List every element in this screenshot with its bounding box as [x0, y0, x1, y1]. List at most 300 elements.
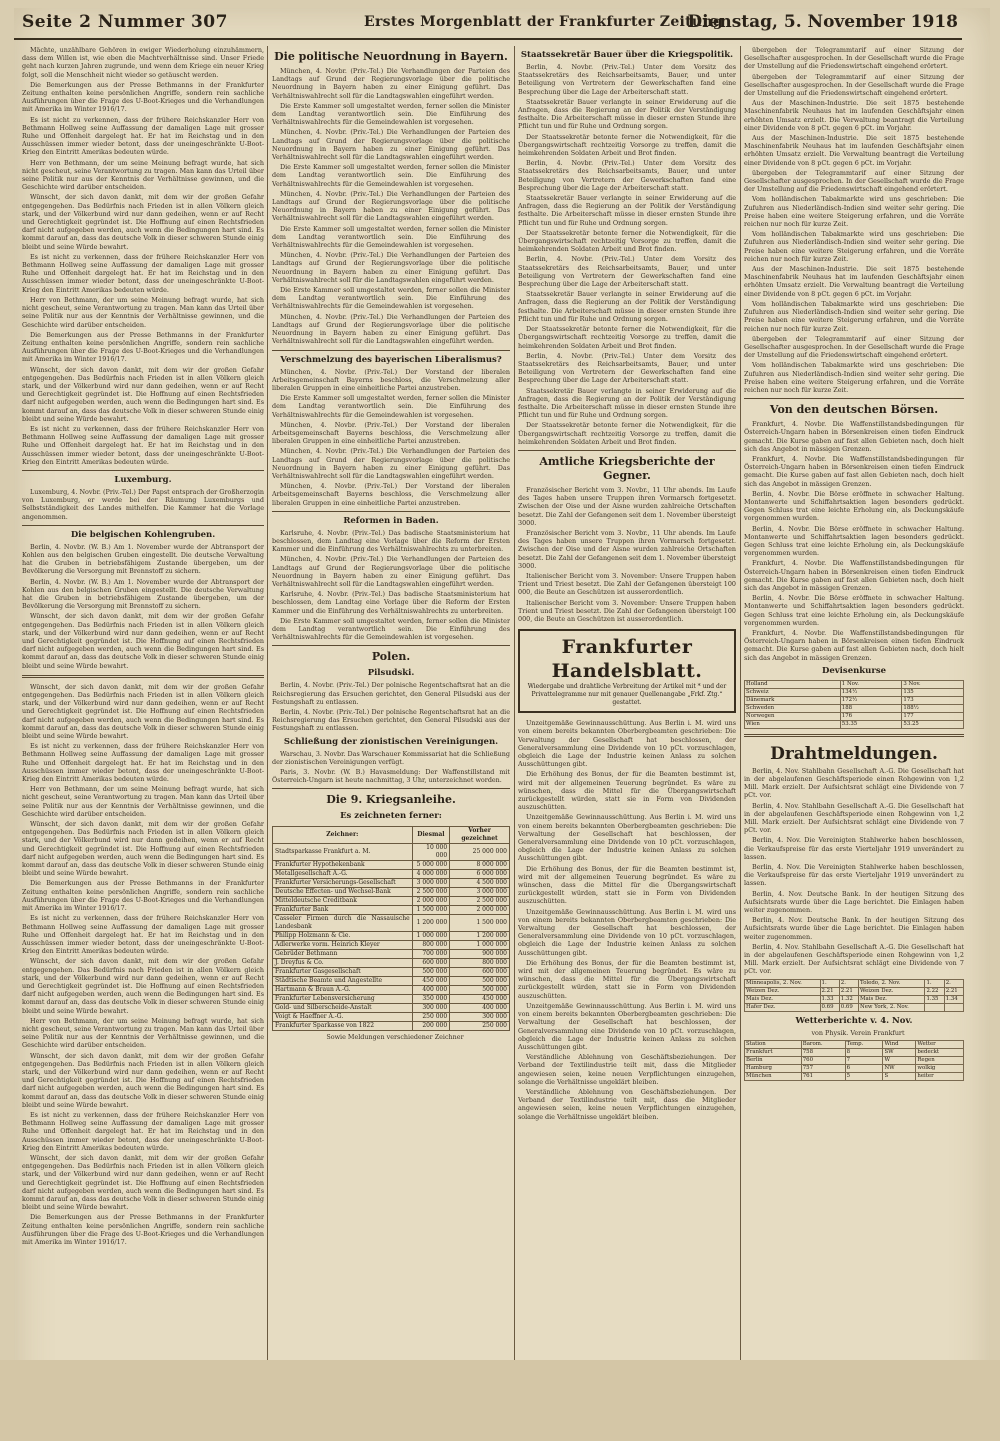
- table-cell: 1 000 000: [412, 932, 450, 941]
- table-cell: 450 000: [412, 977, 450, 986]
- article-text: Aus der Maschinen-Industrie. Die seit 1875 bestehende Maschinenfabrik Neuhaus hat im laufenden Geschäftsjahr einen erhöhten Umsatz erzielt. Die Verwaltung beantragt die Verteilung einer Dividende von 8 pCt. gegen 6 pCt. im Vorjahr.: [744, 99, 964, 132]
- article-text: Unzeitgemäße Gewinnausschüttung. Aus Berlin i. M. wird uns von einem bereits bekannten Oberbergbeamten geschrieben: Die Verwaltung der Gesellschaft hat beschlossen, der Generalversammlung eine Dividende von 10 pCt. vorzuschlagen, obgleich die Lage der Industrie keinen Anlass zu solchen Ausschüttungen gibt.: [518, 907, 736, 957]
- table-cell: Norwegen: [745, 712, 841, 720]
- article-text: Die Erste Kammer soll umgestaltet werden, ferner sollen die Minister dem Landtag verantwortlich sein. Die Einführung des Verhältniswahlrechts für die Gemeindewahlen ist vorgesehen.: [272, 101, 510, 127]
- article-text: übergeben der Telegrammtarif auf einer Sitzung der Gesellschafter ausgesprochen. In der Gesellschaft wurde die Frage der Umstellung auf die Friedenswirtschaft eingehend erörtert.: [744, 334, 964, 360]
- article-text: Vom holländischen Tabakmarkte wird uns geschrieben: Die Zufuhren aus Niederländisch-Indien sind weiter sehr gering. Die Preise haben eine weitere Steigerung erfahren, und die Vorräte reichen nur noch für kurze Zeit.: [744, 195, 964, 229]
- table-cell: 1.33: [820, 995, 839, 1003]
- table-cell: Holland: [745, 680, 841, 688]
- article-text: Es ist nicht zu verkennen, dass der frühere Reichskanzler Herr von Bethmann Hollweg seine Auffassung der damaligen Lage mit grosser Ruhe und Offenheit dargelegt hat. Er hat im Reichstag und in den Ausschüssen immer wieder betont, dass der uneingeschränkte U-Boot-Krieg den Eintritt Amerikas bedeuten würde.: [22, 742, 264, 784]
- table-cell: 173: [902, 696, 964, 704]
- table-cell: 1 500 000: [450, 915, 510, 932]
- table-cell: Frankfurter Bank: [273, 906, 413, 915]
- table-cell: 188: [840, 704, 902, 712]
- table-cell: SW: [883, 1048, 916, 1056]
- table-cell: 200 000: [412, 1022, 450, 1031]
- table-cell: Gold- und Silberscheide-Anstalt: [273, 1004, 413, 1013]
- table-cell: Philipp Holzmann & Cie.: [273, 932, 413, 941]
- table-cell: 761: [801, 1072, 845, 1080]
- article-text: Die Erhöhung des Bonus, der für die Beamten bestimmt ist, wird mit der allgemeinen Teuerung begründet. Es wäre zu wünschen, dass die Mittel für die Übergangswirtschaft zurückgestellt würden, statt sie in Form von Dividenden auszuschütten.: [518, 958, 736, 1000]
- table-row: [745, 1056, 964, 1064]
- table-row: [273, 870, 510, 879]
- table-cell: 3 Nov.: [902, 680, 964, 688]
- table-cell: 7: [845, 1056, 883, 1064]
- divider: [22, 525, 264, 526]
- subheadline-zeichner: Es zeichneten ferner:: [340, 811, 442, 822]
- headline-luxemburg: Luxemburg.: [114, 474, 172, 485]
- table-row: [745, 704, 964, 712]
- headline-kriegsanleihe: Die 9. Kriegsanleihe.: [326, 793, 456, 807]
- divider: [272, 788, 510, 789]
- article-text: Unzeitgemäße Gewinnausschüttung. Aus Berlin i. M. wird uns von einem bereits bekannten Oberbergbeamten geschrieben: Die Verwaltung der Gesellschaft hat beschlossen, der Generalversammlung eine Dividende von 10 pCt. vorzuschlagen, obgleich die Lage der Industrie keinen Anlass zu solchen Ausschüttungen gibt.: [518, 813, 736, 863]
- table-cell: 500 000: [412, 968, 450, 977]
- table-row: [273, 941, 510, 950]
- article-text: Luxemburg, 4. Novbr. (Priv.-Tel.) Der Papst entsprach der Großherzogin von Luxemburg, er werde bei der Räumung Luxemburgs und Selbstständigkeit des Landes mithelfen. Die Kammer hat die Vorlage angenommen.: [22, 487, 264, 521]
- table-cell: Schweiz: [745, 688, 841, 696]
- article-text: Aus der Maschinen-Industrie. Die seit 1875 bestehende Maschinenfabrik Neuhaus hat im laufenden Geschäftsjahr einen erhöhten Umsatz erzielt. Die Verwaltung beantragt die Verteilung einer Dividende von 8 pCt. gegen 6 pCt. im Vorjahr.: [744, 134, 964, 167]
- table-cell: [925, 1003, 944, 1011]
- article-text: Es ist nicht zu verkennen, dass der frühere Reichskanzler Herr von Bethmann Hollweg seine Auffassung der damaligen Lage mit grosser Ruhe und Offenheit dargelegt hat. Er hat im Reichstag und in den Ausschüssen immer wieder betont, dass der uneingeschränkte U-Boot-Krieg den Eintritt Amerikas bedeuten würde.: [22, 1110, 264, 1152]
- devisen-table: [744, 680, 964, 729]
- headline-bayern: Die politische Neuordnung in Bayern.: [274, 50, 508, 63]
- handelsblatt-subtitle: Wiedergabe und drahtliche Verbreitung der Artikel mit * und der Privattelegramme nur mit genauer Quellenangabe „Frkf. Ztg.“ gestattet.: [527, 683, 727, 707]
- table-row: [273, 915, 510, 932]
- table-cell: 600 000: [412, 959, 450, 968]
- article-text: Warschau, 3. Novbr. Das Warschauer Kommissariat hat die Schließung der zionistischen Vereinigungen verfügt.: [272, 749, 510, 766]
- table-cell: 1.: [820, 979, 839, 987]
- table-cell: wolkig: [916, 1064, 964, 1072]
- article-text: Frankfurt, 4. Novbr. Die Waffenstillstandsbedingungen für Österreich-Ungarn haben in Börsenkreisen einen tiefen Eindruck gemacht. Die Kurse gaben auf fast allen Gebieten nach, doch hielt sich das Angebot in mässigen Grenzen.: [744, 629, 964, 662]
- article-text: München, 4. Novbr. (Priv.-Tel.) Die Verhandlungen der Parteien des Landtags auf Grund der Regierungsvorlage über die politische Neuordnung in Bayern haben zu einer Einigung geführt. Das Verhältniswahlrecht soll für die Landtagswahlen eingeführt werden.: [272, 555, 510, 588]
- table-cell: 250 000: [450, 1022, 510, 1031]
- table-cell: 2 500 000: [412, 888, 450, 897]
- table-cell: 2.21: [839, 987, 858, 995]
- table-cell: Frankfurter Sparkasse von 1822: [273, 1022, 413, 1031]
- divider: [744, 398, 964, 399]
- table-cell: Frankfurter Gasgesellschaft: [273, 968, 413, 977]
- article-text: München, 4. Novbr. (Priv.-Tel.) Die Verhandlungen der Parteien des Landtags auf Grund der Regierungsvorlage über die politische Neuordnung in Bayern haben zu einer Einigung geführt. Das Verhältniswahlrecht soll für die Landtagswahlen eingeführt werden.: [272, 128, 510, 162]
- article-text: Die Erste Kammer soll umgestaltet werden, ferner sollen die Minister dem Landtag verantwortlich sein. Die Einführung des Verhältniswahlrechts für die Gemeindewahlen ist vorgesehen.: [272, 286, 510, 311]
- newspaper-title: Erstes Morgenblatt der Frankfurter Zeitung: [364, 14, 723, 30]
- table-row: [273, 959, 510, 968]
- table-row: [745, 995, 964, 1003]
- article-text: Es ist nicht zu verkennen, dass der frühere Reichskanzler Herr von Bethmann Hollweg seine Auffassung der damaligen Lage mit grosser Ruhe und Offenheit dargelegt hat. Er hat im Reichstag und in den Ausschüssen immer wieder betont, dass der uneingeschränkte U-Boot-Krieg den Eintritt Amerikas bedeuten würde.: [22, 252, 264, 294]
- headline-baden: Reformen in Baden.: [343, 515, 439, 526]
- table-row: [745, 1040, 964, 1048]
- page-number: Seite 2 Nummer 307: [22, 12, 228, 32]
- table-cell: 2.21: [944, 987, 963, 995]
- column-1: [22, 46, 264, 1406]
- table-cell: Minneapolis, 2. Nov.: [745, 979, 821, 987]
- table-row: [273, 977, 510, 986]
- table-cell: 134½: [840, 688, 902, 696]
- headline-kriegsberichte: Amtliche Kriegsberichte der Gegner.: [539, 454, 715, 482]
- table-cell: 4 500 000: [450, 879, 510, 888]
- table-cell: 450 000: [450, 995, 510, 1004]
- table-cell: W: [883, 1056, 916, 1064]
- table-cell: 188½: [902, 704, 964, 712]
- table-cell: Wien: [745, 720, 841, 728]
- table-cell: 500 000: [450, 986, 510, 995]
- table-row: [745, 1064, 964, 1072]
- table-cell: 176: [840, 712, 902, 720]
- article-text: Berlin, 4. Novbr. (Priv.-Tel.) Unter dem Vorsitz des Staatssekretärs des Reichsarbeitsamts, Bauer, und unter Beteiligung von Vertretern der Gewerkschaften fand eine Besprechung über die Lage der Arbeiterschaft statt.: [518, 159, 736, 192]
- article-text: Die Bemerkungen aus der Presse Bethmanns in der Frankfurter Zeitung enthalten keine persönlichen Angriffe, sondern rein sachliche Ausführungen über die Frage des U-Boot-Krieges und die Verhandlungen mit Amerika im Winter 1916/17.: [22, 330, 264, 364]
- table-cell: NW: [883, 1064, 916, 1072]
- headline-kohlengruben: Die belgischen Kohlengruben.: [70, 529, 216, 540]
- table-row: [745, 987, 964, 995]
- article-text: übergeben der Telegrammtarif auf einer Sitzung der Gesellschafter ausgesprochen. In der Gesellschaft wurde die Frage der Umstellung auf die Friedenswirtschaft eingehend erörtert.: [744, 168, 964, 194]
- table-cell: Mitteldeutsche Creditbank: [273, 897, 413, 906]
- table-cell: 53.25: [902, 720, 964, 728]
- article-text: Der Staatssekretär betonte ferner die Notwendigkeit, für die Übergangswirtschaft rechtzeitig Vorsorge zu treffen, damit die heimkehrenden Soldaten Arbeit und Brot finden.: [518, 228, 736, 254]
- article-text: Herr von Bethmann, der um seine Meinung befragt wurde, hat sich nicht gescheut, seine Verantwortung zu tragen. Man kann das Urteil über seine Politik nur aus der Kenntnis der Verhältnisse gewinnen, und die Geschichte wird darüber entscheiden.: [22, 1016, 264, 1050]
- column-rule: [740, 46, 741, 1406]
- table-cell: Mais Dez.: [745, 995, 821, 1003]
- article-text: Staatssekretär Bauer verlangte in seiner Erwiderung auf die Anfragen, dass die Regierung an der Politik der Verständigung festhalte. Die Arbeiterschaft müsse in dieser ernsten Stunde ihre Pflicht tun und für Ruhe und Ordnung sorgen.: [518, 386, 736, 420]
- table-cell: 3 000 000: [450, 888, 510, 897]
- article-text: Die Erhöhung des Bonus, der für die Beamten bestimmt ist, wird mit der allgemeinen Teuerung begründet. Es wäre zu wünschen, dass die Mittel für die Übergangswirtschaft zurückgestellt würden, statt sie in Form von Dividenden auszuschütten.: [518, 864, 736, 906]
- table-cell: 2.: [944, 979, 963, 987]
- table-row: [273, 932, 510, 941]
- article-text: Wünscht, der sich davon dankt, mit dem wir der großen Gefahr entgegengehen. Das Bedürfnis nach Frieden ist in allen Völkern gleich stark, und der Völkerbund wird nur dann gedeihen, wenn er auf Recht und Gerechtigkeit gegründet ist. Die Hoffnung auf einen Rechtsfrieden darf nicht aufgegeben werden, auch wenn die Bedingungen hart sind. Es kommt darauf an, dass das deutsche Volk in dieser schweren Stunde einig bleibt und seine Würde bewahrt.: [22, 193, 264, 251]
- article-text: Die Erste Kammer soll umgestaltet werden, ferner sollen die Minister dem Landtag verantwortlich sein. Die Einführung des Verhältniswahlrechts für die Gemeindewahlen ist vorgesehen.: [272, 394, 510, 419]
- table-cell: Temp.: [845, 1040, 883, 1048]
- article-text: Der Staatssekretär betonte ferner die Notwendigkeit, für die Übergangswirtschaft rechtzeitig Vorsorge zu treffen, damit die heimkehrenden Soldaten Arbeit und Brot finden.: [518, 325, 736, 350]
- table-header: Vorher gezeichnet: [450, 827, 510, 844]
- table-cell: München: [745, 1072, 802, 1080]
- article-text: Berlin, 4. Novbr. (Priv.-Tel.) Der polnische Regentschaftsrat hat an die Reichsregierung das Ersuchen gerichtet, den General Pilsudski aus der Festungshaft zu entlassen.: [272, 708, 510, 733]
- table-cell: 25 000 000: [450, 844, 510, 861]
- table-cell: Städtische Beamte und Angestellte: [273, 977, 413, 986]
- table-row: [745, 720, 964, 728]
- table-cell: 0.69: [820, 1003, 839, 1011]
- table-row: [273, 1013, 510, 1022]
- table-footnote: Sowie Meldungen verschiedener Zeichner: [326, 1033, 464, 1042]
- article-text: Berlin, 4. Novbr. (Priv.-Tel.) Unter dem Vorsitz des Staatssekretärs des Reichsarbeitsamts, Bauer, und unter Beteiligung von Vertretern der Gewerkschaften fand eine Besprechung über die Lage der Arbeiterschaft statt.: [518, 351, 736, 385]
- table-cell: 6: [845, 1064, 883, 1072]
- subscription-table: [272, 826, 510, 1031]
- table-cell: Stadtsparkasse Frankfurt a. M.: [273, 844, 413, 861]
- table-cell: [944, 1003, 963, 1011]
- table-cell: Gebrüder Bethmann: [273, 950, 413, 959]
- article-text: Wünscht, der sich davon dankt, mit dem wir der großen Gefahr entgegengehen. Das Bedürfnis nach Frieden ist in allen Völkern gleich stark, und der Völkerbund wird nur dann gedeihen, wenn er auf Recht und Gerechtigkeit gegründet ist. Die Hoffnung auf einen Rechtsfrieden darf nicht aufgegeben werden, auch wenn die Bedingungen hart sind. Es kommt darauf an, dass das deutsche Volk in dieser schweren Stunde einig bleibt und seine Würde bewahrt.: [22, 682, 264, 741]
- article-text: Unzeitgemäße Gewinnausschüttung. Aus Berlin i. M. wird uns von einem bereits bekannten Oberbergbeamten geschrieben: Die Verwaltung der Gesellschaft hat beschlossen, der Generalversammlung eine Dividende von 10 pCt. vorzuschlagen, obgleich die Lage der Industrie keinen Anlass zu solchen Ausschüttungen gibt.: [518, 719, 736, 769]
- table-header: Diesmal: [412, 827, 450, 844]
- article-text: Berlin, 4. Novbr. (Priv.-Tel.) Der polnische Regentschaftsrat hat an die Reichsregierung das Ersuchen gerichtet, den General Pilsudski aus der Festungshaft zu entlassen.: [272, 681, 510, 706]
- article-text: Die Bemerkungen aus der Presse Bethmanns in der Frankfurter Zeitung enthalten keine persönlichen Angriffe, sondern rein sachliche Ausführungen über die Frage des U-Boot-Krieges und die Verhandlungen mit Amerika im Winter 1916/17.: [22, 1213, 264, 1247]
- table-cell: 600 000: [450, 968, 510, 977]
- table-cell: 900 000: [450, 950, 510, 959]
- table-cell: 2 500 000: [450, 897, 510, 906]
- table-cell: Voigt & Haeffner A.-G.: [273, 1013, 413, 1022]
- article-text: München, 4. Novbr. (Priv.-Tel.) Die Verhandlungen der Parteien des Landtags auf Grund der Regierungsvorlage über die politische Neuordnung in Bayern haben zu einer Einigung geführt. Das Verhältniswahlrecht soll für die Landtagswahlen eingeführt werden.: [272, 189, 510, 223]
- article-text: übergeben der Telegrammtarif auf einer Sitzung der Gesellschafter ausgesprochen. In der Gesellschaft wurde die Frage der Umstellung auf die Friedenswirtschaft eingehend erörtert.: [744, 46, 964, 71]
- article-text: Vom holländischen Tabakmarkte wird uns geschrieben: Die Zufuhren aus Niederländisch-Indien sind weiter sehr gering. Die Preise haben eine weitere Steigerung erfahren, und die Vorräte reichen nur noch für kurze Zeit.: [744, 361, 964, 394]
- article-text: Der Staatssekretär betonte ferner die Notwendigkeit, für die Übergangswirtschaft rechtzeitig Vorsorge zu treffen, damit die heimkehrenden Soldaten Arbeit und Brot finden.: [518, 132, 736, 158]
- table-cell: 300 000: [412, 1004, 450, 1013]
- article-text: Berlin, 4. Novbr. (W. B.) Am 1. November wurde der Abtransport der Kohlen aus den belgischen Gruben eingestellt. Die deutsche Verwaltung hat die Gruben in betriebsfähigem Zustande übergeben, um der Bevölkerung die Versorgung mit Brennstoff zu sichern.: [22, 577, 264, 611]
- article-text: Mächte, unzählbare Gehören in ewiger Wiederholung einzuhämmern, dass dem Willen ist, wie eben die Machtverhältnisse sind. Unser Friede geht nach kurzen Jahren zugrunde, und wenn dem Kriege ein neuer Krieg folgt, soll die Menschheit nicht wieder so getäuscht werden.: [22, 46, 264, 79]
- table-cell: 500 000: [450, 977, 510, 986]
- table-cell: 350 000: [412, 995, 450, 1004]
- table-cell: Weizen Dez.: [859, 987, 925, 995]
- table-cell: 8: [845, 1048, 883, 1056]
- table-cell: 2 000 000: [412, 897, 450, 906]
- article-text: Wünscht, der sich davon dankt, mit dem wir der großen Gefahr entgegengehen. Das Bedürfnis nach Frieden ist in allen Völkern gleich stark, und der Völkerbund wird nur dann gedeihen, wenn er auf Recht und Gerechtigkeit gegründet ist. Die Hoffnung auf einen Rechtsfrieden darf nicht aufgegeben werden, auch wenn die Bedingungen hart sind. Es kommt darauf an, dass das deutsche Volk in dieser schweren Stunde einig bleibt und seine Würde bewahrt.: [22, 1051, 264, 1109]
- table-row: [273, 1004, 510, 1013]
- article-text: Die Bemerkungen aus der Presse Bethmanns in der Frankfurter Zeitung enthalten keine persönlichen Angriffe, sondern rein sachliche Ausführungen über die Frage des U-Boot-Krieges und die Verhandlungen mit Amerika im Winter 1916/17.: [22, 879, 264, 913]
- article-text: Staatssekretär Bauer verlangte in seiner Erwiderung auf die Anfragen, dass die Regierung an der Politik der Verständigung festhalte. Die Arbeiterschaft müsse in dieser ernsten Stunde ihre Pflicht tun und für Ruhe und Ordnung sorgen.: [518, 97, 736, 131]
- table-cell: 700 000: [412, 950, 450, 959]
- table-row: [273, 844, 510, 861]
- article-text: Französischer Bericht vom 3. Novbr., 11 Uhr abends. Im Laufe des Tages haben unsere Truppen ihren Vormarsch fortgesetzt. Zwischen der Oise und der Aisne wurden zahlreiche Ortschaften besetzt. Die Zahl der Gefangenen seit dem 1. November übersteigt 3000.: [518, 528, 736, 570]
- table-cell: Toledo, 2. Nov.: [859, 979, 925, 987]
- table-cell: Barom.: [801, 1040, 845, 1048]
- article-text: München, 4. Novbr. (Priv.-Tel.) Der Vorstand der liberalen Arbeitsgemeinschaft Bayerns beschloss, die Verschmelzung aller liberalen Gruppen in eine einheitliche Partei anzustreben.: [272, 482, 510, 507]
- table-cell: 800 000: [450, 959, 510, 968]
- article-text: München, 4. Novbr. (Priv.-Tel.) Der Vorstand der liberalen Arbeitsgemeinschaft Bayerns beschloss, die Verschmelzung aller liberalen Gruppen in eine einheitliche Partei anzustreben.: [272, 367, 510, 392]
- article-text: Berlin, 4. Novbr. Die Börse eröffnete in schwacher Haltung. Montanwerte und Schiffahrtsaktien lagen besonders gedrückt. Gegen Schluss trat eine leichte Erholung ein, als Deckungskäufe vorgenommen wurden.: [744, 524, 964, 558]
- table-cell: 1 000 000: [450, 941, 510, 950]
- table-cell: 1 500 000: [412, 906, 450, 915]
- table-row: [273, 906, 510, 915]
- table-cell: bedeckt: [916, 1048, 964, 1056]
- article-text: Paris, 3. Novbr. (W. B.) Havasmeldung: Der Waffenstillstand mit Österreich-Ungarn ist heute nachmittag, 3 Uhr, unterzeichnet worden.: [272, 768, 510, 785]
- article-text: Die Erste Kammer soll umgestaltet werden, ferner sollen die Minister dem Landtag verantwortlich sein. Die Einführung des Verhältniswahlrechts für die Gemeindewahlen ist vorgesehen.: [272, 224, 510, 250]
- table-cell: Frankfurt: [745, 1048, 802, 1056]
- divider: [272, 511, 510, 512]
- article-text: Herr von Bethmann, der um seine Meinung befragt wurde, hat sich nicht gescheut, seine Verantwortung zu tragen. Man kann das Urteil über seine Politik nur aus der Kenntnis der Verhältnisse gewinnen, und die Geschichte wird darüber entscheiden.: [22, 158, 264, 192]
- article-text: Verständliche Ablehnung von Geschäftsbeziehungen. Der Verband der Textilindustrie teilt mit, dass die Mitglieder angewiesen seien, keine neuen Verpflichtungen einzugehen, solange die Verhältnisse ungeklärt bleiben.: [518, 1053, 736, 1086]
- article-text: Berlin, 4. Nov. Stahlbahn Gesellschaft A.-G. Die Gesellschaft hat in der abgelaufenen Geschäftsperiode einen Rohgewinn von 1,2 Mill. Mark erzielt. Der Aufsichtsrat schlägt eine Dividende von 7 pCt. vor.: [744, 801, 964, 835]
- table-cell: 5: [845, 1072, 883, 1080]
- article-text: Frankfurt, 4. Novbr. Die Waffenstillstandsbedingungen für Österreich-Ungarn haben in Börsenkreisen einen tiefen Eindruck gemacht. Die Kurse gaben auf fast allen Gebieten nach, doch hielt sich das Angebot in mässigen Grenzen.: [744, 454, 964, 488]
- table-cell: 758: [801, 1048, 845, 1056]
- table-cell: J. Dreyfus & Co.: [273, 959, 413, 968]
- table-cell: 10 000 000: [412, 844, 450, 861]
- table-cell: 2.21: [820, 987, 839, 995]
- table-cell: Hartmann & Braun A.-G.: [273, 986, 413, 995]
- table-cell: Mais Dez.: [859, 995, 925, 1003]
- table-cell: 250 000: [412, 1013, 450, 1022]
- table-row: [745, 680, 964, 688]
- article-text: Vom holländischen Tabakmarkte wird uns geschrieben: Die Zufuhren aus Niederländisch-Indien sind weiter sehr gering. Die Preise haben eine weitere Steigerung erfahren, und die Vorräte reichen nur noch für kurze Zeit.: [744, 230, 964, 263]
- article-text: Die Erste Kammer soll umgestaltet werden, ferner sollen die Minister dem Landtag verantwortlich sein. Die Einführung des Verhältniswahlrechts für die Gemeindewahlen ist vorgesehen.: [272, 616, 510, 642]
- table-cell: 1.34: [944, 995, 963, 1003]
- table-row: [273, 968, 510, 977]
- table-cell: Station: [745, 1040, 802, 1048]
- divider: [272, 350, 510, 351]
- table-row: [273, 995, 510, 1004]
- table-cell: 4 000 000: [412, 870, 450, 879]
- headline-drahtmeldungen: Drahtmeldungen.: [770, 743, 938, 764]
- headline-bauer: Staatssekretär Bauer über die Kriegspolitik.: [520, 50, 734, 60]
- table-row: [273, 986, 510, 995]
- table-cell: 3 000 000: [412, 879, 450, 888]
- table-cell: Frankfurter Lebensversicherung: [273, 995, 413, 1004]
- headline-liberalismus: Verschmelzung des bayerischen Liberalismus?: [280, 354, 502, 365]
- article-text: Berlin, 4. Nov. Die Vereinigten Stahlwerke haben beschlossen, die Verkaufspreise für das erste Vierteljahr 1919 unverändert zu lassen.: [744, 863, 964, 888]
- table-cell: Dänemark: [745, 696, 841, 704]
- bottom-margin: [0, 1360, 1000, 1441]
- wetter-source: von Physik. Verein Frankfurt: [811, 1028, 905, 1037]
- table-cell: Deutsche Effecten- und Wechsel-Bank: [273, 888, 413, 897]
- headline-wetter: Wetterberichte v. 4. Nov.: [795, 1015, 913, 1026]
- table-row: [273, 888, 510, 897]
- column-2: [272, 46, 510, 1406]
- table-row: [745, 1003, 964, 1011]
- masthead: [14, 6, 962, 40]
- table-cell: 53.35: [840, 720, 902, 728]
- headline-zionisten: Schließung der zionistischen Vereinigungen.: [283, 736, 499, 747]
- table-cell: 300 000: [450, 1013, 510, 1022]
- table-cell: 1.35: [925, 995, 944, 1003]
- table-cell: 177: [902, 712, 964, 720]
- article-text: Berlin, 4. Nov. Deutsche Bank. In der heutigen Sitzung des Aufsichtsrats wurde über die Lage berichtet. Die Einlagen haben weiter zugenommen.: [744, 916, 964, 941]
- table-cell: 1 200 000: [412, 915, 450, 932]
- article-text: München, 4. Novbr. (Priv.-Tel.) Die Verhandlungen der Parteien des Landtags auf Grund der Regierungsvorlage über die politische Neuordnung in Bayern haben zu einer Einigung geführt. Das Verhältniswahlrecht soll für die Landtagswahlen eingeführt werden.: [272, 447, 510, 480]
- article-text: Es ist nicht zu verkennen, dass der frühere Reichskanzler Herr von Bethmann Hollweg seine Auffassung der damaligen Lage mit grosser Ruhe und Offenheit dargelegt hat. Er hat im Reichstag und in den Ausschüssen immer wieder betont, dass der uneingeschränkte U-Boot-Krieg den Eintritt Amerikas bedeuten würde.: [22, 914, 264, 956]
- article-text: Wünscht, der sich davon dankt, mit dem wir der großen Gefahr entgegengehen. Das Bedürfnis nach Frieden ist in allen Völkern gleich stark, und der Völkerbund wird nur dann gedeihen, wenn er auf Recht und Gerechtigkeit gegründet ist. Die Hoffnung auf einen Rechtsfrieden darf nicht aufgegeben werden, auch wenn die Bedingungen hart sind. Es kommt darauf an, dass das deutsche Volk in dieser schweren Stunde einig bleibt und seine Würde bewahrt.: [22, 612, 264, 670]
- table-cell: Wetter: [916, 1040, 964, 1048]
- article-text: Vom holländischen Tabakmarkte wird uns geschrieben: Die Zufuhren aus Niederländisch-Indien sind weiter sehr gering. Die Preise haben eine weitere Steigerung erfahren, und die Vorräte reichen nur noch für kurze Zeit.: [744, 299, 964, 333]
- table-row: [273, 861, 510, 870]
- table-cell: 172½: [840, 696, 902, 704]
- table-row: [745, 1072, 964, 1080]
- article-text: Staatssekretär Bauer verlangte in seiner Erwiderung auf die Anfragen, dass die Regierung an der Politik der Verständigung festhalte. Die Arbeiterschaft müsse in dieser ernsten Stunde ihre Pflicht tun und für Ruhe und Ordnung sorgen.: [518, 290, 736, 323]
- table-cell: 0.69: [839, 1003, 858, 1011]
- table-row: [745, 1048, 964, 1056]
- article-text: Italienischer Bericht vom 3. November: Unsere Truppen haben Trient und Triest besetzt. Die Zahl der Gefangenen übersteigt 100 000, die Beute an Geschützen ist ausserordentlich.: [518, 571, 736, 597]
- article-text: Wünscht, der sich davon dankt, mit dem wir der großen Gefahr entgegengehen. Das Bedürfnis nach Frieden ist in allen Völkern gleich stark, und der Völkerbund wird nur dann gedeihen, wenn er auf Recht und Gerechtigkeit gegründet ist. Die Hoffnung auf einen Rechtsfrieden darf nicht aufgegeben werden, auch wenn die Bedingungen hart sind. Es kommt darauf an, dass das deutsche Volk in dieser schweren Stunde einig bleibt und seine Würde bewahrt.: [22, 957, 264, 1015]
- article-text: Berlin, 4. Nov. Die Vereinigten Stahlwerke haben beschlossen, die Verkaufspreise für das erste Vierteljahr 1919 unverändert zu lassen.: [744, 836, 964, 861]
- article-text: Karlsruhe, 4. Novbr. (Priv.-Tel.) Das badische Staatsministerium hat beschlossen, dem Landtag eine Vorlage über die Reform der Ersten Kammer und die Einführung des Verhältniswahlrechts zu unterbreiten.: [272, 590, 510, 615]
- table-cell: 1 200 000: [450, 932, 510, 941]
- table-cell: heiter: [916, 1072, 964, 1080]
- column-4: [744, 46, 964, 1406]
- article-text: Herr von Bethmann, der um seine Meinung befragt wurde, hat sich nicht gescheut, seine Verantwortung zu tragen. Man kann das Urteil über seine Politik nur aus der Kenntnis der Verhältnisse gewinnen, und die Geschichte wird darüber entscheiden.: [22, 295, 264, 329]
- column-rule: [514, 46, 515, 1406]
- divider: [22, 470, 264, 471]
- headline-polen: Polen.: [371, 650, 411, 664]
- article-text: Berlin, 4. Novbr. (Priv.-Tel.) Unter dem Vorsitz des Staatssekretärs des Reichsarbeitsamts, Bauer, und unter Beteiligung von Vertretern der Gewerkschaften fand eine Besprechung über die Lage der Arbeiterschaft statt.: [518, 63, 736, 96]
- table-cell: 2.22: [925, 987, 944, 995]
- article-text: Französischer Bericht vom 3. Novbr., 11 Uhr abends. Im Laufe des Tages haben unsere Truppen ihren Vormarsch fortgesetzt. Zwischen der Oise und der Aisne wurden zahlreiche Ortschaften besetzt. Die Zahl der Gefangenen seit dem 1. November übersteigt 3000.: [518, 485, 736, 527]
- article-text: Frankfurt, 4. Novbr. Die Waffenstillstandsbedingungen für Österreich-Ungarn haben in Börsenkreisen einen tiefen Eindruck gemacht. Die Kurse gaben auf fast allen Gebieten nach, doch hielt sich das Angebot in mässigen Grenzen.: [744, 559, 964, 592]
- table-cell: 135: [902, 688, 964, 696]
- article-text: übergeben der Telegrammtarif auf einer Sitzung der Gesellschafter ausgesprochen. In der Gesellschaft wurde die Frage der Umstellung auf die Friedenswirtschaft eingehend erörtert.: [744, 72, 964, 98]
- article-text: München, 4. Novbr. (Priv.-Tel.) Die Verhandlungen der Parteien des Landtags auf Grund der Regierungsvorlage über die politische Neuordnung in Bayern haben zu einer Einigung geführt. Das Verhältniswahlrecht soll für die Landtagswahlen eingeführt werden.: [272, 67, 510, 100]
- article-text: Berlin, 4. Novbr. Die Börse eröffnete in schwacher Haltung. Montanwerte und Schiffahrtsaktien lagen besonders gedrückt. Gegen Schluss trat eine leichte Erholung ein, als Deckungskäufe vorgenommen wurden.: [744, 489, 964, 523]
- divider: [22, 675, 264, 678]
- table-cell: Wind: [883, 1040, 916, 1048]
- article-text: Berlin, 4. Nov. Stahlbahn Gesellschaft A.-G. Die Gesellschaft hat in der abgelaufenen Geschäftsperiode einen Rohgewinn von 1,2 Mill. Mark erzielt. Der Aufsichtsrat schlägt eine Dividende von 7 pCt. vor.: [744, 766, 964, 800]
- table-row: [745, 979, 964, 987]
- table-cell: New York, 2. Nov.: [859, 1003, 925, 1011]
- article-text: Die Erhöhung des Bonus, der für die Beamten bestimmt ist, wird mit der allgemeinen Teuerung begründet. Es wäre zu wünschen, dass die Mittel für die Übergangswirtschaft zurückgestellt würden, statt sie in Form von Dividenden auszuschütten.: [518, 770, 736, 812]
- grain-market-table: [744, 979, 964, 1012]
- table-cell: 1.: [925, 979, 944, 987]
- table-cell: Metallgesellschaft A.-G.: [273, 870, 413, 879]
- divider: [272, 645, 510, 646]
- table-cell: 2.: [839, 979, 858, 987]
- table-cell: Schweden: [745, 704, 841, 712]
- table-cell: S: [883, 1072, 916, 1080]
- table-row: [273, 879, 510, 888]
- table-cell: 400 000: [412, 986, 450, 995]
- article-text: Karlsruhe, 4. Novbr. (Priv.-Tel.) Das badische Staatsministerium hat beschlossen, dem Landtag eine Vorlage über die Reform der Ersten Kammer und die Einführung des Verhältniswahlrechts zu unterbreiten.: [272, 528, 510, 554]
- table-cell: 8 000 000: [450, 861, 510, 870]
- table-cell: Adlerwerke vorm. Heinrich Kleyer: [273, 941, 413, 950]
- subheadline-pilsudski: Pilsudski.: [367, 668, 415, 679]
- article-text: Es ist nicht zu verkennen, dass der frühere Reichskanzler Herr von Bethmann Hollweg seine Auffassung der damaligen Lage mit grosser Ruhe und Offenheit dargelegt hat. Er hat im Reichstag und in den Ausschüssen immer wieder betont, dass der uneingeschränkte U-Boot-Krieg den Eintritt Amerikas bedeuten würde.: [22, 115, 264, 157]
- article-text: Wünscht, der sich davon dankt, mit dem wir der großen Gefahr entgegengehen. Das Bedürfnis nach Frieden ist in allen Völkern gleich stark, und der Völkerbund wird nur dann gedeihen, wenn er auf Recht und Gerechtigkeit gegründet ist. Die Hoffnung auf einen Rechtsfrieden darf nicht aufgegeben werden, auch wenn die Bedingungen hart sind. Es kommt darauf an, dass das deutsche Volk in dieser schweren Stunde einig bleibt und seine Würde bewahrt.: [22, 820, 264, 878]
- divider: [518, 450, 736, 451]
- article-text: Berlin, 4. Nov. Deutsche Bank. In der heutigen Sitzung des Aufsichtsrats wurde über die Lage berichtet. Die Einlagen haben weiter zugenommen.: [744, 889, 964, 915]
- table-cell: 400 000: [450, 1004, 510, 1013]
- table-cell: 1.32: [839, 995, 858, 1003]
- table-header: Zeichner:: [273, 827, 413, 844]
- article-text: Der Staatssekretär betonte ferner die Notwendigkeit, für die Übergangswirtschaft rechtzeitig Vorsorge zu treffen, damit die heimkehrenden Soldaten Arbeit und Brot finden.: [518, 421, 736, 446]
- headline-boersen: Von den deutschen Börsen.: [769, 403, 939, 417]
- article-text: Berlin, 4. Nov. Stahlbahn Gesellschaft A.-G. Die Gesellschaft hat in der abgelaufenen Geschäftsperiode einen Rohgewinn von 1,2 Mill. Mark erzielt. Der Aufsichtsrat schlägt eine Dividende von 7 pCt. vor.: [744, 942, 964, 976]
- table-cell: Berlin: [745, 1056, 802, 1064]
- article-text: Die Bemerkungen aus der Presse Bethmanns in der Frankfurter Zeitung enthalten keine persönlichen Angriffe, sondern rein sachliche Ausführungen über die Frage des U-Boot-Krieges und die Verhandlungen mit Amerika im Winter 1916/17.: [22, 80, 264, 114]
- article-text: Wünscht, der sich davon dankt, mit dem wir der großen Gefahr entgegengehen. Das Bedürfnis nach Frieden ist in allen Völkern gleich stark, und der Völkerbund wird nur dann gedeihen, wenn er auf Recht und Gerechtigkeit gegründet ist. Die Hoffnung auf einen Rechtsfrieden darf nicht aufgegeben werden, auch wenn die Bedingungen hart sind. Es kommt darauf an, dass das deutsche Volk in dieser schweren Stunde einig bleibt und seine Würde bewahrt.: [22, 1153, 264, 1212]
- table-row: [273, 950, 510, 959]
- column-rule: [267, 46, 268, 1406]
- article-text: Wünscht, der sich davon dankt, mit dem wir der großen Gefahr entgegengehen. Das Bedürfnis nach Frieden ist in allen Völkern gleich stark, und der Völkerbund wird nur dann gedeihen, wenn er auf Recht und Gerechtigkeit gegründet ist. Die Hoffnung auf einen Rechtsfrieden darf nicht aufgegeben werden, auch wenn die Bedingungen hart sind. Es kommt darauf an, dass das deutsche Volk in dieser schweren Stunde einig bleibt und seine Würde bewahrt.: [22, 365, 264, 423]
- table-cell: 2 000 000: [450, 906, 510, 915]
- table-cell: 1 Nov.: [840, 680, 902, 688]
- table-cell: 5 000 000: [412, 861, 450, 870]
- table-row: [273, 1022, 510, 1031]
- table-cell: Hamburg: [745, 1064, 802, 1072]
- article-text: Berlin, 4. Novbr. (Priv.-Tel.) Unter dem Vorsitz des Staatssekretärs des Reichsarbeitsamts, Bauer, und unter Beteiligung von Vertretern der Gewerkschaften fand eine Besprechung über die Lage der Arbeiterschaft statt.: [518, 255, 736, 289]
- table-cell: 757: [801, 1064, 845, 1072]
- table-cell: 800 000: [412, 941, 450, 950]
- article-text: Berlin, 4. Novbr. Die Börse eröffnete in schwacher Haltung. Montanwerte und Schiffahrtsaktien lagen besonders gedrückt. Gegen Schluss trat eine leichte Erholung ein, als Deckungskäufe vorgenommen wurden.: [744, 594, 964, 627]
- column-3: [518, 46, 736, 1406]
- table-cell: 6 000 000: [450, 870, 510, 879]
- devisen-title: Devisenkurse: [821, 665, 887, 676]
- table-cell: Frankfurter Hypothekenbank: [273, 861, 413, 870]
- table-cell: Hafer Dez.: [745, 1003, 821, 1011]
- table-cell: 760: [801, 1056, 845, 1064]
- article-text: Herr von Bethmann, der um seine Meinung befragt wurde, hat sich nicht gescheut, seine Verantwortung zu tragen. Man kann das Urteil über seine Politik nur aus der Kenntnis der Verhältnisse gewinnen, und die Geschichte wird darüber entscheiden.: [22, 785, 264, 818]
- article-text: München, 4. Novbr. (Priv.-Tel.) Die Verhandlungen der Parteien des Landtags auf Grund der Regierungsvorlage über die politische Neuordnung in Bayern haben zu einer Einigung geführt. Das Verhältniswahlrecht soll für die Landtagswahlen eingeführt werden.: [272, 251, 510, 284]
- article-text: Berlin, 4. Novbr. (W. B.) Am 1. November wurde der Abtransport der Kohlen aus den belgischen Gruben eingestellt. Die deutsche Verwaltung hat die Gruben in betriebsfähigem Zustande übergeben, um der Bevölkerung die Versorgung mit Brennstoff zu sichern.: [22, 542, 264, 576]
- divider: [744, 734, 964, 737]
- issue-date: Dienstag, 5. November 1918: [687, 12, 958, 32]
- table-cell: Regen: [916, 1056, 964, 1064]
- table-row: [745, 696, 964, 704]
- article-text: Staatssekretär Bauer verlangte in seiner Erwiderung auf die Anfragen, dass die Regierung an der Politik der Verständigung festhalte. Die Arbeiterschaft müsse in dieser ernsten Stunde ihre Pflicht tun und für Ruhe und Ordnung sorgen.: [518, 194, 736, 227]
- article-text: Italienischer Bericht vom 3. November: Unsere Truppen haben Trient und Triest besetzt. Die Zahl der Gefangenen übersteigt 100 000, die Beute an Geschützen ist ausserordentlich.: [518, 598, 736, 623]
- article-text: München, 4. Novbr. (Priv.-Tel.) Der Vorstand der liberalen Arbeitsgemeinschaft Bayerns beschloss, die Verschmelzung aller liberalen Gruppen in eine einheitliche Partei anzustreben.: [272, 420, 510, 446]
- article-text: Verständliche Ablehnung von Geschäftsbeziehungen. Der Verband der Textilindustrie teilt mit, dass die Mitglieder angewiesen seien, keine neuen Verpflichtungen einzugehen, solange die Verhältnisse ungeklärt bleiben.: [518, 1087, 736, 1121]
- table-cell: Frankfurter Versicherungs-Gesellschaft: [273, 879, 413, 888]
- handelsblatt-banner: [518, 629, 736, 713]
- weather-table: [744, 1040, 964, 1081]
- article-text: Unzeitgemäße Gewinnausschüttung. Aus Berlin i. M. wird uns von einem bereits bekannten Oberbergbeamten geschrieben: Die Verwaltung der Gesellschaft hat beschlossen, der Generalversammlung eine Dividende von 10 pCt. vorzuschlagen, obgleich die Lage der Industrie keinen Anlass zu solchen Ausschüttungen gibt.: [518, 1001, 736, 1051]
- table-cell: Weizen Dez.: [745, 987, 821, 995]
- handelsblatt-title: Frankfurter Handelsblatt.: [551, 636, 703, 683]
- table-row: [745, 712, 964, 720]
- table-row: [273, 897, 510, 906]
- article-text: Die Erste Kammer soll umgestaltet werden, ferner sollen die Minister dem Landtag verantwortlich sein. Die Einführung des Verhältniswahlrechts für die Gemeindewahlen ist vorgesehen.: [272, 163, 510, 188]
